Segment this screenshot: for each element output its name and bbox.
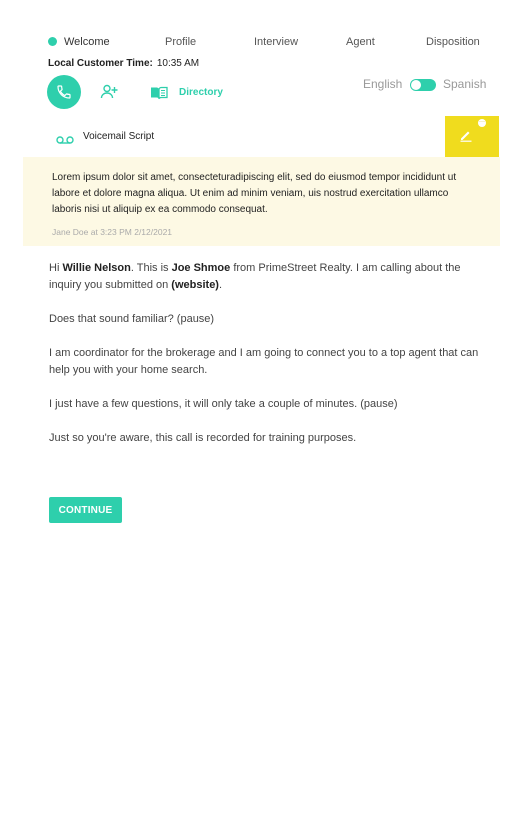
step-welcome[interactable] bbox=[48, 36, 110, 48]
step-label: Disposition bbox=[426, 36, 480, 48]
language-english-label: English bbox=[363, 77, 403, 91]
customer-name: Willie Nelson bbox=[62, 262, 131, 274]
add-user-icon bbox=[100, 84, 118, 100]
book-icon bbox=[150, 86, 168, 100]
script-paragraph: Just so you're aware, this call is recorded for training purposes. bbox=[49, 432, 357, 444]
step-label: Profile bbox=[165, 36, 197, 48]
directory-link[interactable]: Directory bbox=[179, 87, 223, 98]
script-paragraph bbox=[49, 260, 489, 294]
step-label: Agent bbox=[346, 36, 375, 48]
step-nav bbox=[48, 36, 488, 50]
call-script bbox=[49, 260, 489, 464]
script-text: from PrimeStreet Realty. I am calling about the inquiry you submitted on bbox=[49, 262, 461, 291]
voicemail-script-title: Voicemail Script bbox=[83, 131, 155, 142]
voicemail-icon bbox=[56, 132, 74, 142]
inquiry-source: (website) bbox=[171, 279, 219, 291]
add-contact-button[interactable] bbox=[100, 84, 118, 100]
note-author-timestamp: Jane Doe at 3:23 PM 2/12/2021 bbox=[52, 227, 173, 237]
active-step-dot bbox=[48, 37, 57, 46]
script-text: . bbox=[218, 279, 223, 291]
pencil-icon bbox=[459, 128, 473, 142]
customer-time bbox=[48, 58, 199, 69]
call-button[interactable] bbox=[47, 75, 81, 109]
step-agent[interactable] bbox=[346, 36, 375, 48]
phone-icon bbox=[56, 84, 72, 100]
language-spanish-label: Spanish bbox=[443, 77, 487, 91]
script-text: . This is bbox=[130, 262, 172, 274]
language-toggle[interactable] bbox=[410, 79, 436, 91]
customer-time-label: Local Customer Time: bbox=[48, 58, 153, 69]
script-paragraph: I am coordinator for the brokerage and I am going to connect you to a top agent that can help you with your home search. bbox=[49, 347, 479, 376]
voicemail-note bbox=[23, 157, 500, 246]
script-text: Hi bbox=[49, 262, 63, 274]
script-paragraph: I just have a few questions, it will only take a couple of minutes. (pause) bbox=[49, 398, 398, 410]
step-label: Welcome bbox=[64, 36, 110, 48]
agent-name: Joe Shmoe bbox=[171, 262, 231, 274]
edit-note-button[interactable] bbox=[445, 116, 499, 157]
script-paragraph: Does that sound familiar? (pause) bbox=[49, 313, 215, 325]
note-text: Lorem ipsum dolor sit amet, consecteturadipiscing elit, sed do eiusmod tempor incididunt ut labore et dolore magna aliqua. Ut enim ad minim veniam, uis nostrud exercitation ullamco laboris nisi ut aliquip ex ea commodo consequat. bbox=[52, 172, 457, 215]
customer-time-value: 10:35 AM bbox=[156, 58, 200, 69]
directory-button[interactable] bbox=[150, 86, 168, 100]
step-label: Interview bbox=[254, 36, 299, 48]
toggle-knob bbox=[411, 80, 421, 90]
more-icon: ··· bbox=[479, 119, 485, 125]
step-interview[interactable] bbox=[254, 36, 298, 48]
step-profile[interactable] bbox=[165, 36, 196, 48]
continue-button[interactable]: CONTINUE bbox=[49, 497, 122, 523]
step-disposition[interactable] bbox=[426, 36, 480, 48]
